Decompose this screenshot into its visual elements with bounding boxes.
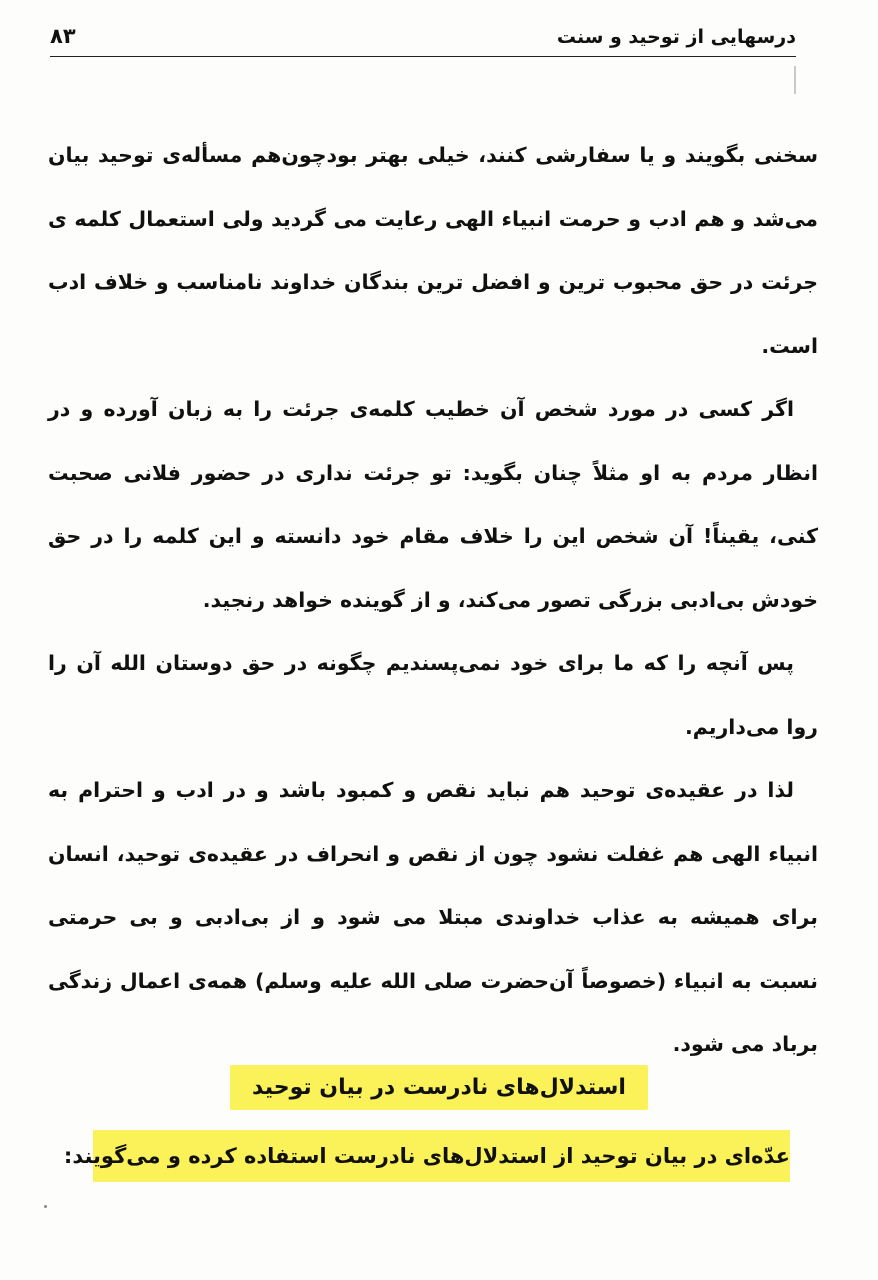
section-heading: استدلال‌های نادرست در بیان توحید (230, 1065, 648, 1110)
paper-speck (44, 1205, 47, 1208)
running-title: درسهایی از توحید و سنت (556, 26, 796, 48)
body-text (48, 124, 818, 1077)
margin-mark (794, 66, 796, 94)
paragraph-1: سخنی بگویند و یا سفارشی کنند، خیلی بهتر بودچون‌هم مسأله‌ی توحید بیان می‌شد و هم ادب و حرمت انبیاء الهی رعایت می گردید ولی استعمال کلمه ی جرئت در حق محبوب ترین و افضل ترین بندگان خداوند نامناسب و خلاف ادب است. (48, 143, 818, 358)
highlighted-line: عدّه‌ای در بیان توحید از استدلال‌های نادرست استفاده کرده و می‌گویند: (93, 1130, 790, 1182)
paragraph-2: اگر کسی در مورد شخص آن خطیب کلمه‌ی جرئت را به زبان آورده و در انظار مردم به او مثلاً چنان بگوید: تو جرئت نداری در حضور فلانی صحبت کنی، یقیناً! آن شخص این را خلاف مقام خود دانسته و این کلمه را در حق خودش بی‌ادبی بزرگی تصور می‌کند، و از گوینده خواهد رنجید. (48, 397, 818, 612)
page-header (50, 22, 796, 57)
paragraph-4: لذا در عقیده‌ی توحید هم نباید نقص و کمبود باشد و در ادب و احترام به انبیاء الهی هم غفلت نشود چون از نقص و انحراف در عقیده‌ی توحید، انسان برای همیشه به عذاب خداوندی مبتلا می شود و از بی‌ادبی و بی حرمتی نسبت به انبیاء (خصوصاً آن‌حضرت صلی الله علیه وسلم) همه‌ی اعمال زندگی برباد می شود. (48, 778, 818, 1056)
paragraph-3: پس آنچه را که ما برای خود نمی‌پسندیم چگونه در حق دوستان الله آن را روا می‌داریم. (48, 651, 818, 739)
page-number: ۸۳ (50, 24, 76, 48)
section-heading-container (0, 1065, 878, 1110)
